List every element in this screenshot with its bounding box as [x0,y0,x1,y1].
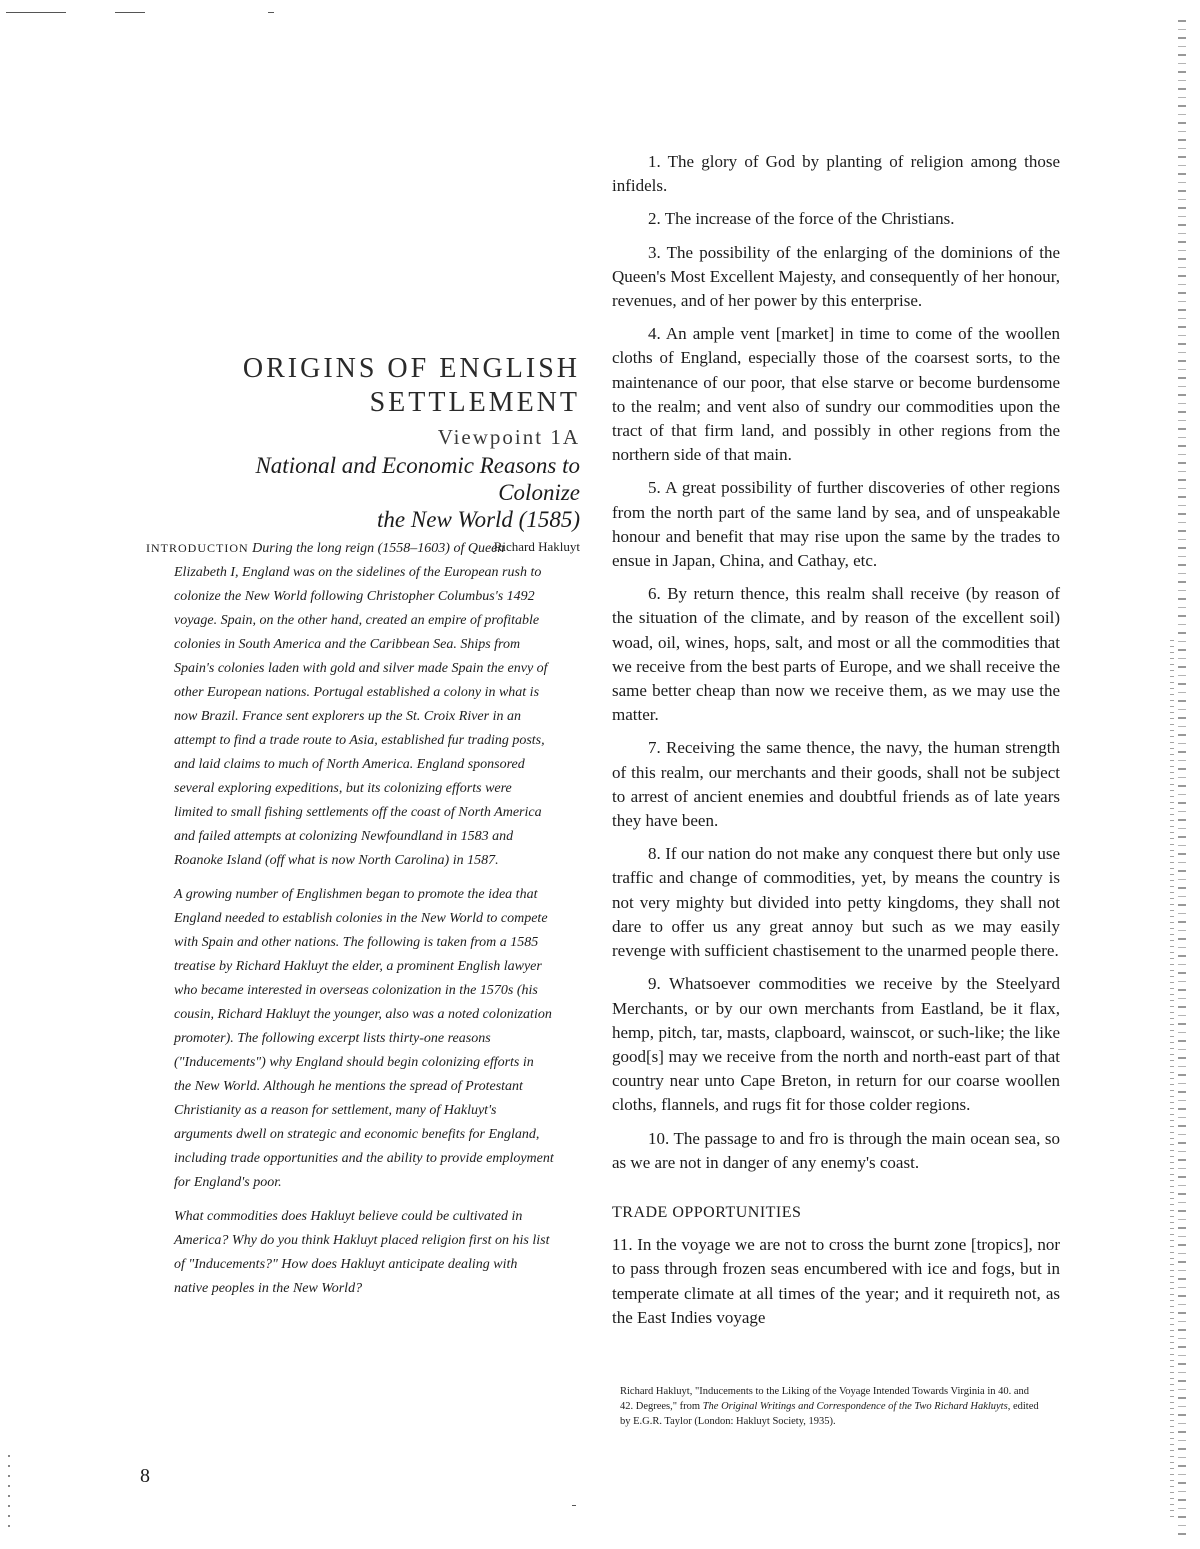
viewpoint-title [175,452,580,533]
inducement-paragraph: 6. By return thence, this realm shall receive (by reason of the situation of the climate, and by reason of the excellent soil) woad, oil, wines, hops, salt, and most or all the commodities that we receive from the best parts of Europe, and we shall receive the same better cheap than now we receive them, as we may use the matter. [612,584,1060,725]
scan-edge-noise [1178,20,1186,1540]
inducement-paragraph: 9. Whatsoever commodities we receive by the Steelyard Merchants, or by our own merchants from Eastland, be it flax, hemp, pitch, tar, masts, clapboard, wainscot, or such-like; the like good[s] may we receive from the north and north-east part of that country near unto Cape Breton, in return for our coarse woollen cloths, flannels, and rugs fit for those colder regions. [612,974,1060,1115]
author-name: Richard Hakluyt [493,539,580,554]
source-citation [620,1384,1040,1429]
chapter-header [175,352,580,557]
page-number: 8 [140,1465,150,1487]
inducement-paragraph: 7. Receiving the same thence, the navy, the human strength of this realm, our merchants and their goods, shall not be subject to arrest of ancient enemies and doubtful friends as of late years they have been. [612,738,1060,831]
inducement-paragraph: 10. The passage to and fro is through the main ocean sea, so as we are not in danger of any enemy's coast. [612,1128,1060,1172]
citation-book-title: The Original Writings and Correspondence of the Two Richard Hakluyts [702,1401,1008,1412]
primary-source-text [612,150,1060,1339]
inducement-paragraph: 2. The increase of the force of the Christians. [648,209,955,229]
intro-text: During the long reign (1558–1603) of Queen Elizabeth I, England was on the sidelines of the European rush to colonize the New World following Christopher Columbus's 1492 voyage. Spain, on the other hand, created an empire of profitable colonies in South America and the Caribbean Sea. Ships from Spain's colonies laden with gold and silver made Spain the envy of other European nations. Portugal established a colony in what is now Brazil. France sent explorers up the St. Croix River in an attempt to find a trade route to Asia, established fur trading posts, and laid claims to much of North America. England sponsored several exploring expeditions, but its colonizing efforts were limited to small fishing settlements off the coast of North America and failed attempts at colonizing Newfoundland in 1583 and Roanoke Island (off what is now North Carolina) in 1587. [174,541,548,868]
scan-speck [115,12,145,13]
intro-label: INTRODUCTION [146,541,249,555]
discussion-questions: What commodities does Hakluyt believe could be cultivated in America? Why do you think Hakluyt placed religion first on his list of "Inducements?" How does Hakluyt anticipate dealing with native peoples in the New World? [174,1209,550,1296]
citation-text: , edited by E.G.R. Taylor (London: Hakluyt Society, 1935). [620,1401,1039,1427]
scan-speck [6,12,66,13]
citation-text: Richard Hakluyt, "Inducements to the Liking of the Voyage Intended Towards Virginia in 40. and 42. Degrees," from [620,1386,1030,1412]
scan-edge-noise [1170,640,1174,1520]
inducement-paragraph: 1. The glory of God by planting of religion among those infidels. [612,152,1060,196]
intro-paragraph: A growing number of Englishmen began to promote the idea that England needed to establish colonies in the New World to compete with Spain and other nations. The following is taken from a 1585 treatise by Richard Hakluyt the elder, a prominent English lawyer who became interested in overseas colonization in the 1570s (his cousin, Richard Hakluyt the younger, also was a noted colonization promoter). The following excerpt lists thirty-one reasons ("Inducements") why England should begin colonizing efforts in the New World. Although he mentions the spread of Protestant Christianity as a reason for settlement, many of Hakluyt's arguments dwell on strategic and economic benefits for England, including trade opportunities and the ability to provide employment for England's poor. [174,887,554,1190]
inducement-paragraph: 4. An ample vent [market] in time to come of the woollen cloths of England, especially those of the coarsest sorts, to the maintenance of our poor, that else starve or become burdensome to the realm; and vent also of sundry our commodities upon the tract of that firm land, and possibly in other regions from the northern side of that main. [612,324,1060,465]
inducement-paragraph: 11. In the voyage we are not to cross the burnt zone [tropics], nor to pass through frozen seas encumbered with ice and fogs, but in temperate climate at all times of the year; and it requireth not, as the East Indies voyage [612,1235,1060,1327]
intro-paragraph [146,536,554,873]
inducement-paragraph: 5. A great possibility of further discoveries of other regions from the north part of the same land by sea, and of unspeakable honour and benefit that may rise upon the same by the trades to ensue in Japan, China, and Cathay, etc. [612,478,1060,571]
inducement-paragraph: 8. If our nation do not make any conquest there but only use traffic and change of commodities, yet, by means the country is not very mighty but divided into petty kingdoms, they shall not dare to offer us any great annoy but such as we may easily revenge with sufficient chastisement to the unarmed people there. [612,844,1060,961]
viewpoint-title-line: National and Economic Reasons to Colonize [255,453,580,505]
viewpoint-label: Viewpoint 1A [437,425,580,449]
introduction [146,536,554,1311]
scan-speck [268,12,274,13]
inducement-paragraph: 3. The possibility of the enlarging of the dominions of the Queen's Most Excellent Majesty, and consequently of her honour, revenues, and of her power by this enterprise. [612,242,1060,311]
section-heading: TRADE OPPORTUNITIES [612,1203,802,1221]
chapter-title [175,352,580,420]
scan-speck [572,1505,576,1506]
scan-edge-noise [8,1455,10,1535]
viewpoint-title-line: the New World (1585) [377,507,580,532]
chapter-title-line: SETTLEMENT [369,387,580,418]
chapter-title-line: ORIGINS OF ENGLISH [242,353,580,384]
